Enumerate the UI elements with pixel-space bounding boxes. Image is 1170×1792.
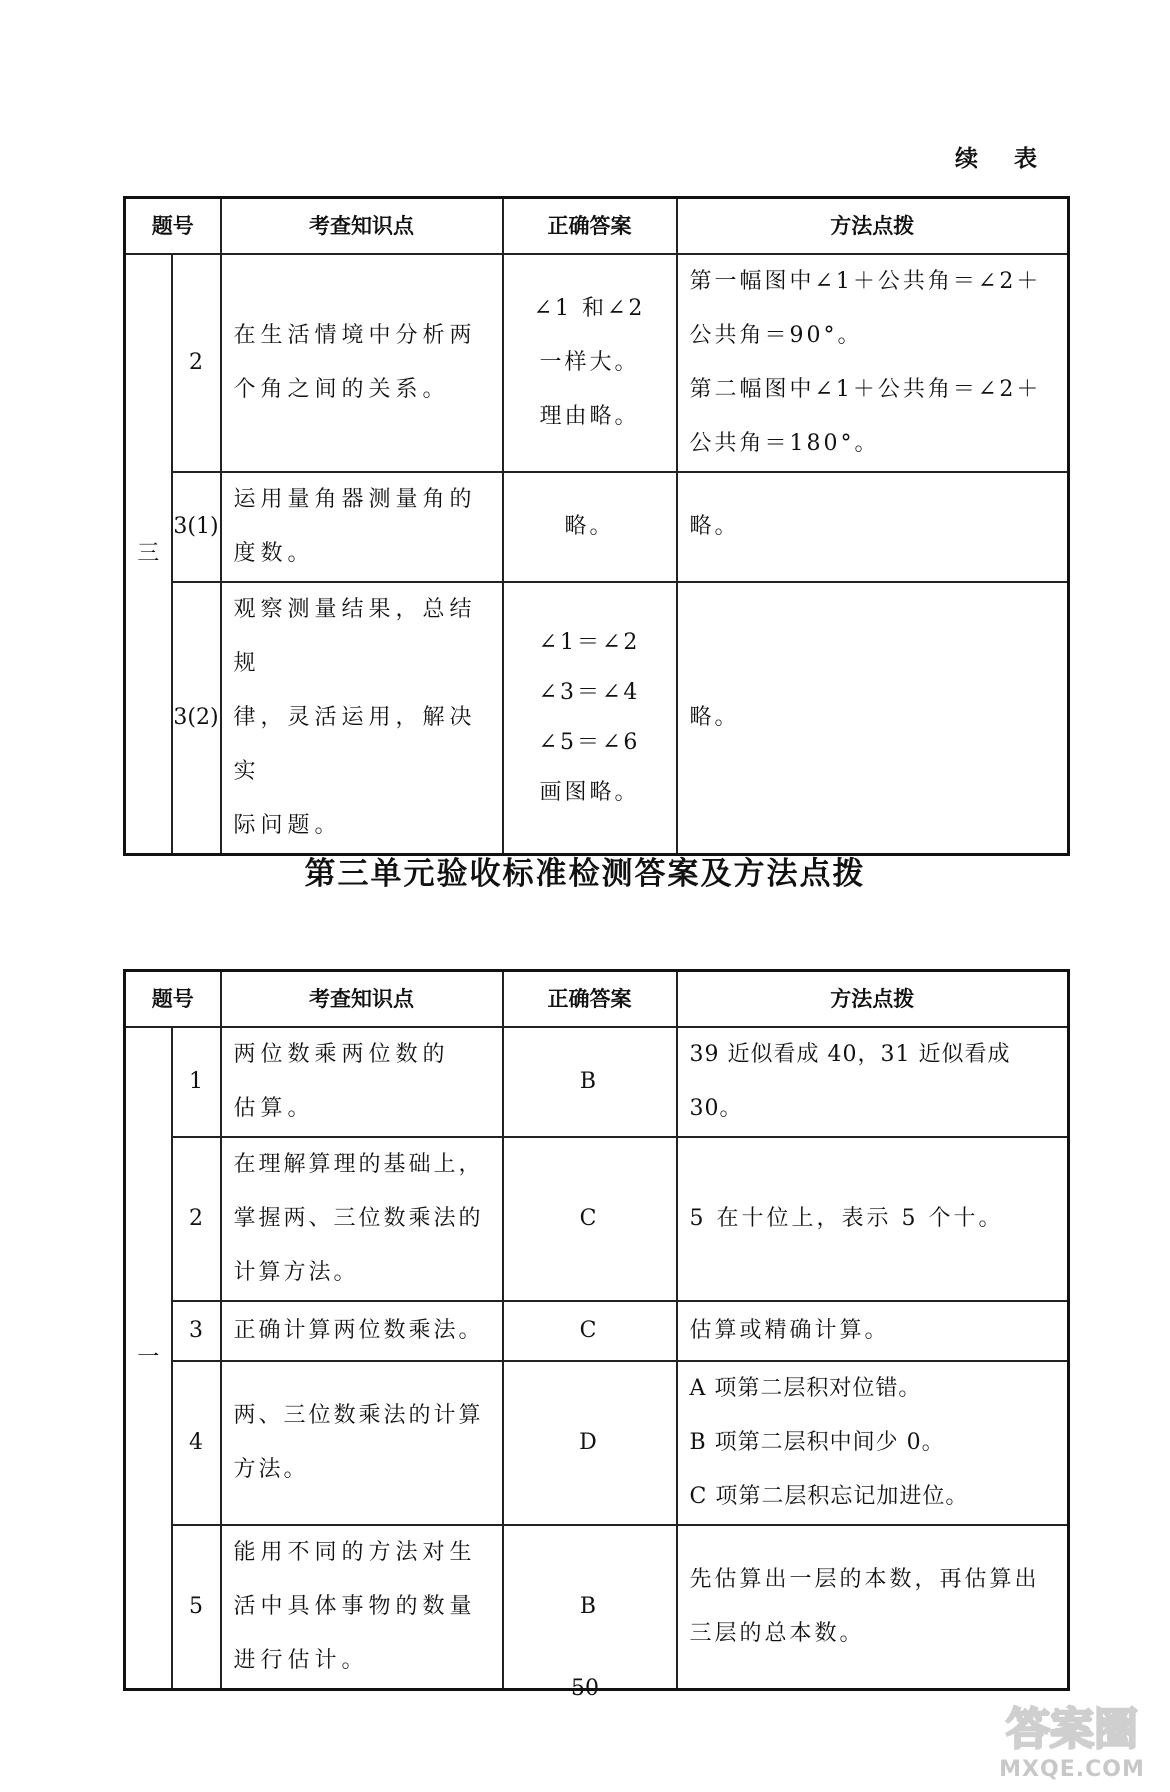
table-row (125, 1361, 1069, 1525)
tip-line: 39 近似看成 40，31 近似看成 30。 (689, 1042, 1011, 1121)
answer-line: B (579, 1594, 600, 1619)
answer-cell (503, 472, 677, 582)
header-tip: 方法点拨 (677, 971, 1069, 1028)
knowledge-line: 掌握两、三位数乘法的 (233, 1206, 484, 1231)
answer-cell (503, 1525, 677, 1690)
answer-line: C (579, 1206, 600, 1231)
tip-cell (677, 1027, 1069, 1137)
question-number: 3(1) (172, 472, 221, 582)
table-header-row (125, 971, 1069, 1028)
question-number: 2 (172, 254, 221, 472)
answer-line: ∠1 和∠2 (533, 296, 646, 321)
knowledge-line: 运用量角器测量角的 (233, 487, 477, 512)
table-row (125, 472, 1069, 582)
section-label: 一 (125, 1027, 172, 1690)
answer-table-unit-3 (123, 969, 1070, 1691)
answer-cell (503, 1027, 677, 1137)
tip-line: C 项第二层积忘记加进位。 (689, 1484, 969, 1509)
tip-line: 三层的总本数。 (689, 1621, 865, 1646)
knowledge-line: 方法。 (233, 1457, 309, 1482)
tip-line: A 项第二层积对位错。 (689, 1376, 922, 1401)
answer-line: 画图略。 (539, 780, 640, 805)
table-row (125, 582, 1069, 855)
knowledge-line: 观察测量结果，总结规 (233, 597, 477, 676)
watermark-logo-text: 答案圈 (1006, 1704, 1138, 1755)
answer-cell (503, 1301, 677, 1361)
tip-line: 估算或精确计算。 (689, 1318, 890, 1343)
answer-line: ∠1＝∠2 (538, 630, 641, 655)
tip-cell (677, 1137, 1069, 1301)
knowledge-line: 活中具体事物的数量 (233, 1594, 477, 1619)
tip-cell (677, 1525, 1069, 1690)
tip-cell (677, 254, 1069, 472)
header-number: 题号 (125, 198, 221, 255)
section-title: 第三单元验收标准检测答案及方法点拨 (304, 856, 866, 892)
answer-line: B (579, 1069, 600, 1094)
tip-line: 第一幅图中∠1＋公共角＝∠2＋ (689, 269, 1042, 294)
table-header-row (125, 198, 1069, 255)
knowledge-cell (221, 1301, 503, 1361)
knowledge-cell (221, 582, 503, 855)
knowledge-line: 在理解算理的基础上， (233, 1152, 484, 1177)
question-number: 3(2) (172, 582, 221, 855)
knowledge-line: 际问题。 (233, 813, 342, 838)
tip-line: 略。 (689, 705, 740, 730)
tip-cell (677, 1301, 1069, 1361)
tip-line: 5 在十位上，表示 5 个十。 (689, 1206, 1004, 1231)
header-knowledge: 考查知识点 (221, 198, 503, 255)
knowledge-line: 两、三位数乘法的计算 (233, 1403, 484, 1428)
answer-line: ∠5＝∠6 (538, 730, 641, 755)
answer-cell (503, 582, 677, 855)
answer-line: 理由略。 (539, 404, 640, 429)
header-answer: 正确答案 (503, 198, 677, 255)
answer-cell (503, 1361, 677, 1525)
knowledge-line: 两位数乘两位数的 (233, 1042, 450, 1067)
header-tip: 方法点拨 (677, 198, 1069, 255)
answer-line: 一样大。 (539, 350, 640, 375)
header-number: 题号 (125, 971, 221, 1028)
knowledge-line: 能用不同的方法对生 (233, 1540, 477, 1565)
table-row (125, 1027, 1069, 1137)
question-number: 5 (172, 1525, 221, 1690)
watermark-logo (984, 1692, 1160, 1782)
answer-table-continued (123, 196, 1070, 856)
knowledge-cell (221, 1027, 503, 1137)
answer-cell (503, 1137, 677, 1301)
knowledge-cell (221, 254, 503, 472)
table-row (125, 1525, 1069, 1690)
answer-line: D (579, 1430, 600, 1455)
knowledge-cell (221, 472, 503, 582)
tip-line: 第二幅图中∠1＋公共角＝∠2＋ (689, 377, 1042, 402)
tip-line: 公共角＝180°。 (689, 431, 880, 456)
knowledge-line: 正确计算两位数乘法。 (233, 1318, 484, 1343)
table-row (125, 1301, 1069, 1361)
continued-label: 续 表 (955, 146, 1052, 172)
question-number: 4 (172, 1361, 221, 1525)
answer-line: ∠3＝∠4 (538, 680, 641, 705)
knowledge-cell (221, 1525, 503, 1690)
page-number: 50 (571, 1676, 599, 1701)
question-number: 1 (172, 1027, 221, 1137)
tip-line: 先估算出一层的本数，再估算出 (689, 1567, 1040, 1592)
knowledge-cell (221, 1361, 503, 1525)
tip-line: 略。 (689, 514, 740, 539)
knowledge-line: 计算方法。 (233, 1260, 359, 1285)
answer-line: 略。 (564, 514, 615, 539)
answer-line: C (579, 1318, 600, 1343)
table-row (125, 254, 1069, 472)
answer-cell (503, 254, 677, 472)
knowledge-cell (221, 1137, 503, 1301)
tip-cell (677, 582, 1069, 855)
knowledge-line: 度数。 (233, 541, 315, 566)
knowledge-line: 个角之间的关系。 (233, 377, 450, 402)
header-knowledge: 考查知识点 (221, 971, 503, 1028)
knowledge-line: 在生活情境中分析两 (233, 323, 477, 348)
tip-cell (677, 472, 1069, 582)
question-number: 2 (172, 1137, 221, 1301)
tip-line: 公共角＝90°。 (689, 323, 863, 348)
tip-cell (677, 1361, 1069, 1525)
section-label: 三 (125, 254, 172, 855)
tip-line: B 项第二层积中间少 0。 (689, 1430, 945, 1455)
table-row (125, 1137, 1069, 1301)
knowledge-line: 进行估计。 (233, 1648, 369, 1673)
watermark-logo-url: MXQE.COM (999, 1757, 1145, 1782)
knowledge-line: 估算。 (233, 1096, 315, 1121)
header-answer: 正确答案 (503, 971, 677, 1028)
knowledge-line: 律，灵活运用，解决实 (233, 705, 477, 784)
question-number: 3 (172, 1301, 221, 1361)
